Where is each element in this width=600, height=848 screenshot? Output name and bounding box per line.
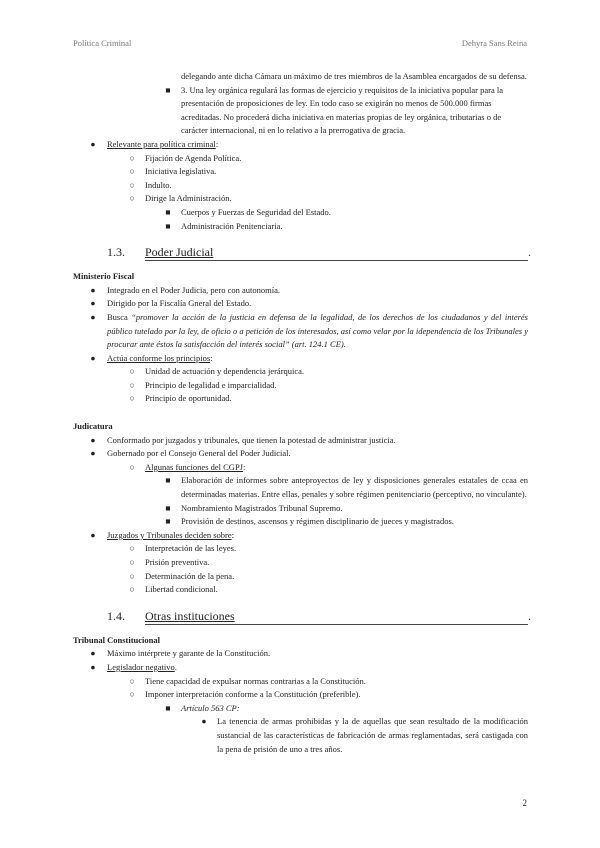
- circle-bullet-icon: ○: [129, 557, 135, 567]
- bullet-icon: ●: [90, 311, 96, 322]
- list-item-text: Iniciativa legislativa.: [145, 166, 217, 177]
- list-item: [73, 379, 528, 393]
- list-item: [73, 284, 528, 298]
- circle-bullet-icon: ○: [129, 675, 135, 686]
- list-item: [73, 447, 528, 461]
- circle-bullet-icon: ○: [129, 584, 135, 595]
- circle-bullet-icon: ○: [129, 152, 135, 163]
- circle-bullet-icon: ○: [129, 179, 135, 190]
- list-item-text: Determinación de la pena.: [145, 570, 235, 581]
- list-item-text: Integrado en el Poder Judicia, pero con autonomía.: [107, 284, 281, 295]
- list-item: [73, 311, 528, 352]
- section-title: Otras instituciones: [145, 608, 235, 623]
- list-item-text: Imponer interpretación conforme a la Constitución (preferible).: [145, 689, 361, 700]
- ministerio-title: Ministerio Fiscal: [73, 271, 135, 282]
- bullet-icon: ●: [90, 648, 96, 659]
- list-item: [73, 206, 528, 220]
- list-item-text: Nombramiento Magistrados Tribunal Supremo.: [181, 502, 343, 513]
- section-title: Poder Judicial: [145, 245, 214, 260]
- section-heading-1-4: [73, 604, 531, 626]
- circle-bullet-icon: ○: [129, 366, 135, 377]
- circle-bullet-icon: ○: [129, 543, 135, 554]
- square-bullet-icon: ■: [165, 84, 171, 95]
- list-item: ● Juzgados y Tribunales deciden sobre:: [73, 529, 528, 543]
- bullet-icon: ●: [90, 448, 96, 459]
- section-number: 1.3.: [107, 245, 125, 260]
- list-item-text: Dirige la Administración.: [145, 193, 232, 204]
- legislador-label: Legislador negativo: [107, 661, 175, 672]
- relevante-label: Relevante para política criminal: [107, 138, 216, 149]
- busca-quote: “promover la acción de la justicia en defensa de la legalidad, de los derechos de los ciudadanos y del interés público tutelado por la ley, de oficio o a petición de los interesados, así como velar por la idependencia de los Tribunales y procurar ante éstos la satisfacción del interés social” (art. 124.1 CE).: [107, 311, 528, 350]
- tribunal-title: Tribunal Constitucional: [73, 634, 160, 645]
- list-item: ● Actúa conforme los principios:: [73, 352, 528, 366]
- list-item: [73, 556, 528, 570]
- section-number: 1.4.: [107, 608, 125, 623]
- list-item: [73, 434, 528, 448]
- list-item-text: Principio de legalidad e imparcialidad.: [145, 379, 277, 390]
- list-item-text: Provisión de destinos, ascensos y régimen disciplinario de jueces y magistrados.: [181, 516, 454, 527]
- square-bullet-icon: ■: [165, 516, 171, 527]
- circle-bullet-icon: ○: [129, 193, 135, 204]
- header-left: Política Criminal: [73, 38, 132, 48]
- list-item: [73, 702, 528, 716]
- section-heading-1-3: [73, 240, 531, 262]
- list-item: [73, 84, 528, 138]
- list-item-text: Administración Penitenciaria.: [181, 220, 283, 231]
- list-item-text: Conformado por juzgados y tribunales, que tienen la potestad de administrar justicia.: [107, 434, 396, 445]
- square-bullet-icon: ■: [165, 502, 171, 513]
- list-item: [73, 220, 528, 234]
- heading-rule: [145, 260, 528, 261]
- list-item: [73, 688, 528, 702]
- bullet-icon: ●: [90, 284, 96, 295]
- articulo-text: La tenencia de armas prohibidas y la de aquellas que sean resultado de la modificación sustancial de las características de fabricación de armas reglamentadas, será castigada con la pena de prisión de uno a tres años.: [217, 716, 528, 754]
- busca-prefix: Busca: [107, 311, 132, 322]
- square-bullet-icon: ■: [165, 206, 171, 217]
- square-bullet-icon: ■: [165, 702, 171, 713]
- circle-bullet-icon: ○: [129, 689, 135, 700]
- list-item: [73, 179, 528, 193]
- list-item: [73, 392, 528, 406]
- square-bullet-icon: ■: [165, 475, 171, 486]
- juzgados-label: Juzgados y Tribunales deciden sobre: [107, 529, 232, 540]
- list-item-text: Libertad condicional.: [145, 584, 218, 595]
- list-item-text: Tiene capacidad de expulsar normas contrarias a la Constitución.: [145, 675, 366, 686]
- list-item-text: Gobernado por el Consejo General del Poder Judicial.: [107, 448, 291, 459]
- bullet-icon: ●: [90, 298, 96, 309]
- circle-bullet-icon: ○: [129, 461, 135, 472]
- bullet-icon: ●: [90, 138, 96, 149]
- list-item-text: Cuerpos y Fuerzas de Seguridad del Estado.: [181, 206, 331, 217]
- circle-bullet-icon: ○: [129, 570, 135, 581]
- header-right: Dehyra Sans Reina: [461, 38, 527, 48]
- judicatura-title: Judicatura: [73, 421, 113, 432]
- list-item: [73, 192, 528, 206]
- point-3-text: 3. Una ley orgánica regulará las formas de ejercicio y requisitos de la iniciativa popular para la presentación de proposiciones de ley. En todo caso se exigirán no menos de 500.000 firmas acreditadas. No procederá dicha iniciativa en materias propias de ley orgánica, tributarias o de carácter internacional, ni en lo relativo a la prerrogativa de gracia.: [181, 84, 504, 136]
- list-item: [73, 502, 528, 516]
- list-item: [73, 647, 528, 661]
- list-item: [73, 570, 528, 584]
- list-item-text: Fijación de Agenda Política.: [145, 152, 242, 163]
- heading-dot: .: [528, 608, 531, 623]
- page-number: 2: [522, 798, 527, 808]
- list-item: [73, 542, 528, 556]
- list-item: [73, 675, 528, 689]
- list-item: ● Legislador negativo.: [73, 661, 528, 675]
- heading-rule: [145, 624, 528, 625]
- list-item: [73, 165, 528, 179]
- square-bullet-icon: ■: [165, 220, 171, 231]
- circle-bullet-icon: ○: [129, 166, 135, 177]
- bullet-icon: ●: [90, 529, 96, 540]
- list-item-text: Principio de oportunidad.: [145, 393, 232, 404]
- list-item-text: Elaboración de informes sobre anteproyectos de ley y disposiciones generales estatales de ccaa en determinadas materias. Entre ellas, penales y sobre régimen penitenciario (perceptivo, no vinculante).: [181, 475, 528, 500]
- bullet-icon: ●: [201, 716, 207, 727]
- bullet-icon: ●: [90, 434, 96, 445]
- list-item: [73, 365, 528, 379]
- circle-bullet-icon: ○: [129, 393, 135, 404]
- list-item: [73, 715, 528, 756]
- list-item-text: Dirigido por la Fiscalía Gneral del Estado.: [107, 298, 252, 309]
- cgpj-label: Algunas funciones del CGPJ: [145, 461, 243, 472]
- document-body: [73, 70, 531, 756]
- principios-label: Actúa conforme los principios: [107, 352, 211, 363]
- list-item: [73, 152, 528, 166]
- list-item-text: Indulto.: [145, 179, 172, 190]
- circle-bullet-icon: ○: [129, 379, 135, 390]
- list-item-text: Interpretación de las leyes.: [145, 543, 237, 554]
- list-item: [73, 474, 528, 501]
- list-item-text: Prisión preventiva.: [145, 557, 210, 567]
- articulo-label: Artículo 563 CP:: [181, 702, 240, 713]
- list-item: [73, 583, 528, 597]
- bullet-icon: ●: [90, 661, 96, 672]
- list-item-text: Máximo intérprete y garante de la Constitución.: [107, 648, 271, 659]
- continuation-text: delegando ante dicha Cámara un máximo de tres miembros de la Asamblea encargados de su defensa.: [181, 71, 527, 81]
- list-item: ○ Algunas funciones del CGPJ:: [73, 461, 528, 475]
- list-item-text: Unidad de actuación y dependencia jerárquica.: [145, 366, 305, 377]
- list-item: [73, 297, 528, 311]
- bullet-icon: ●: [90, 352, 96, 363]
- list-item: [73, 515, 528, 529]
- list-item: ● Relevante para política criminal:: [73, 138, 528, 152]
- heading-dot: .: [528, 245, 531, 260]
